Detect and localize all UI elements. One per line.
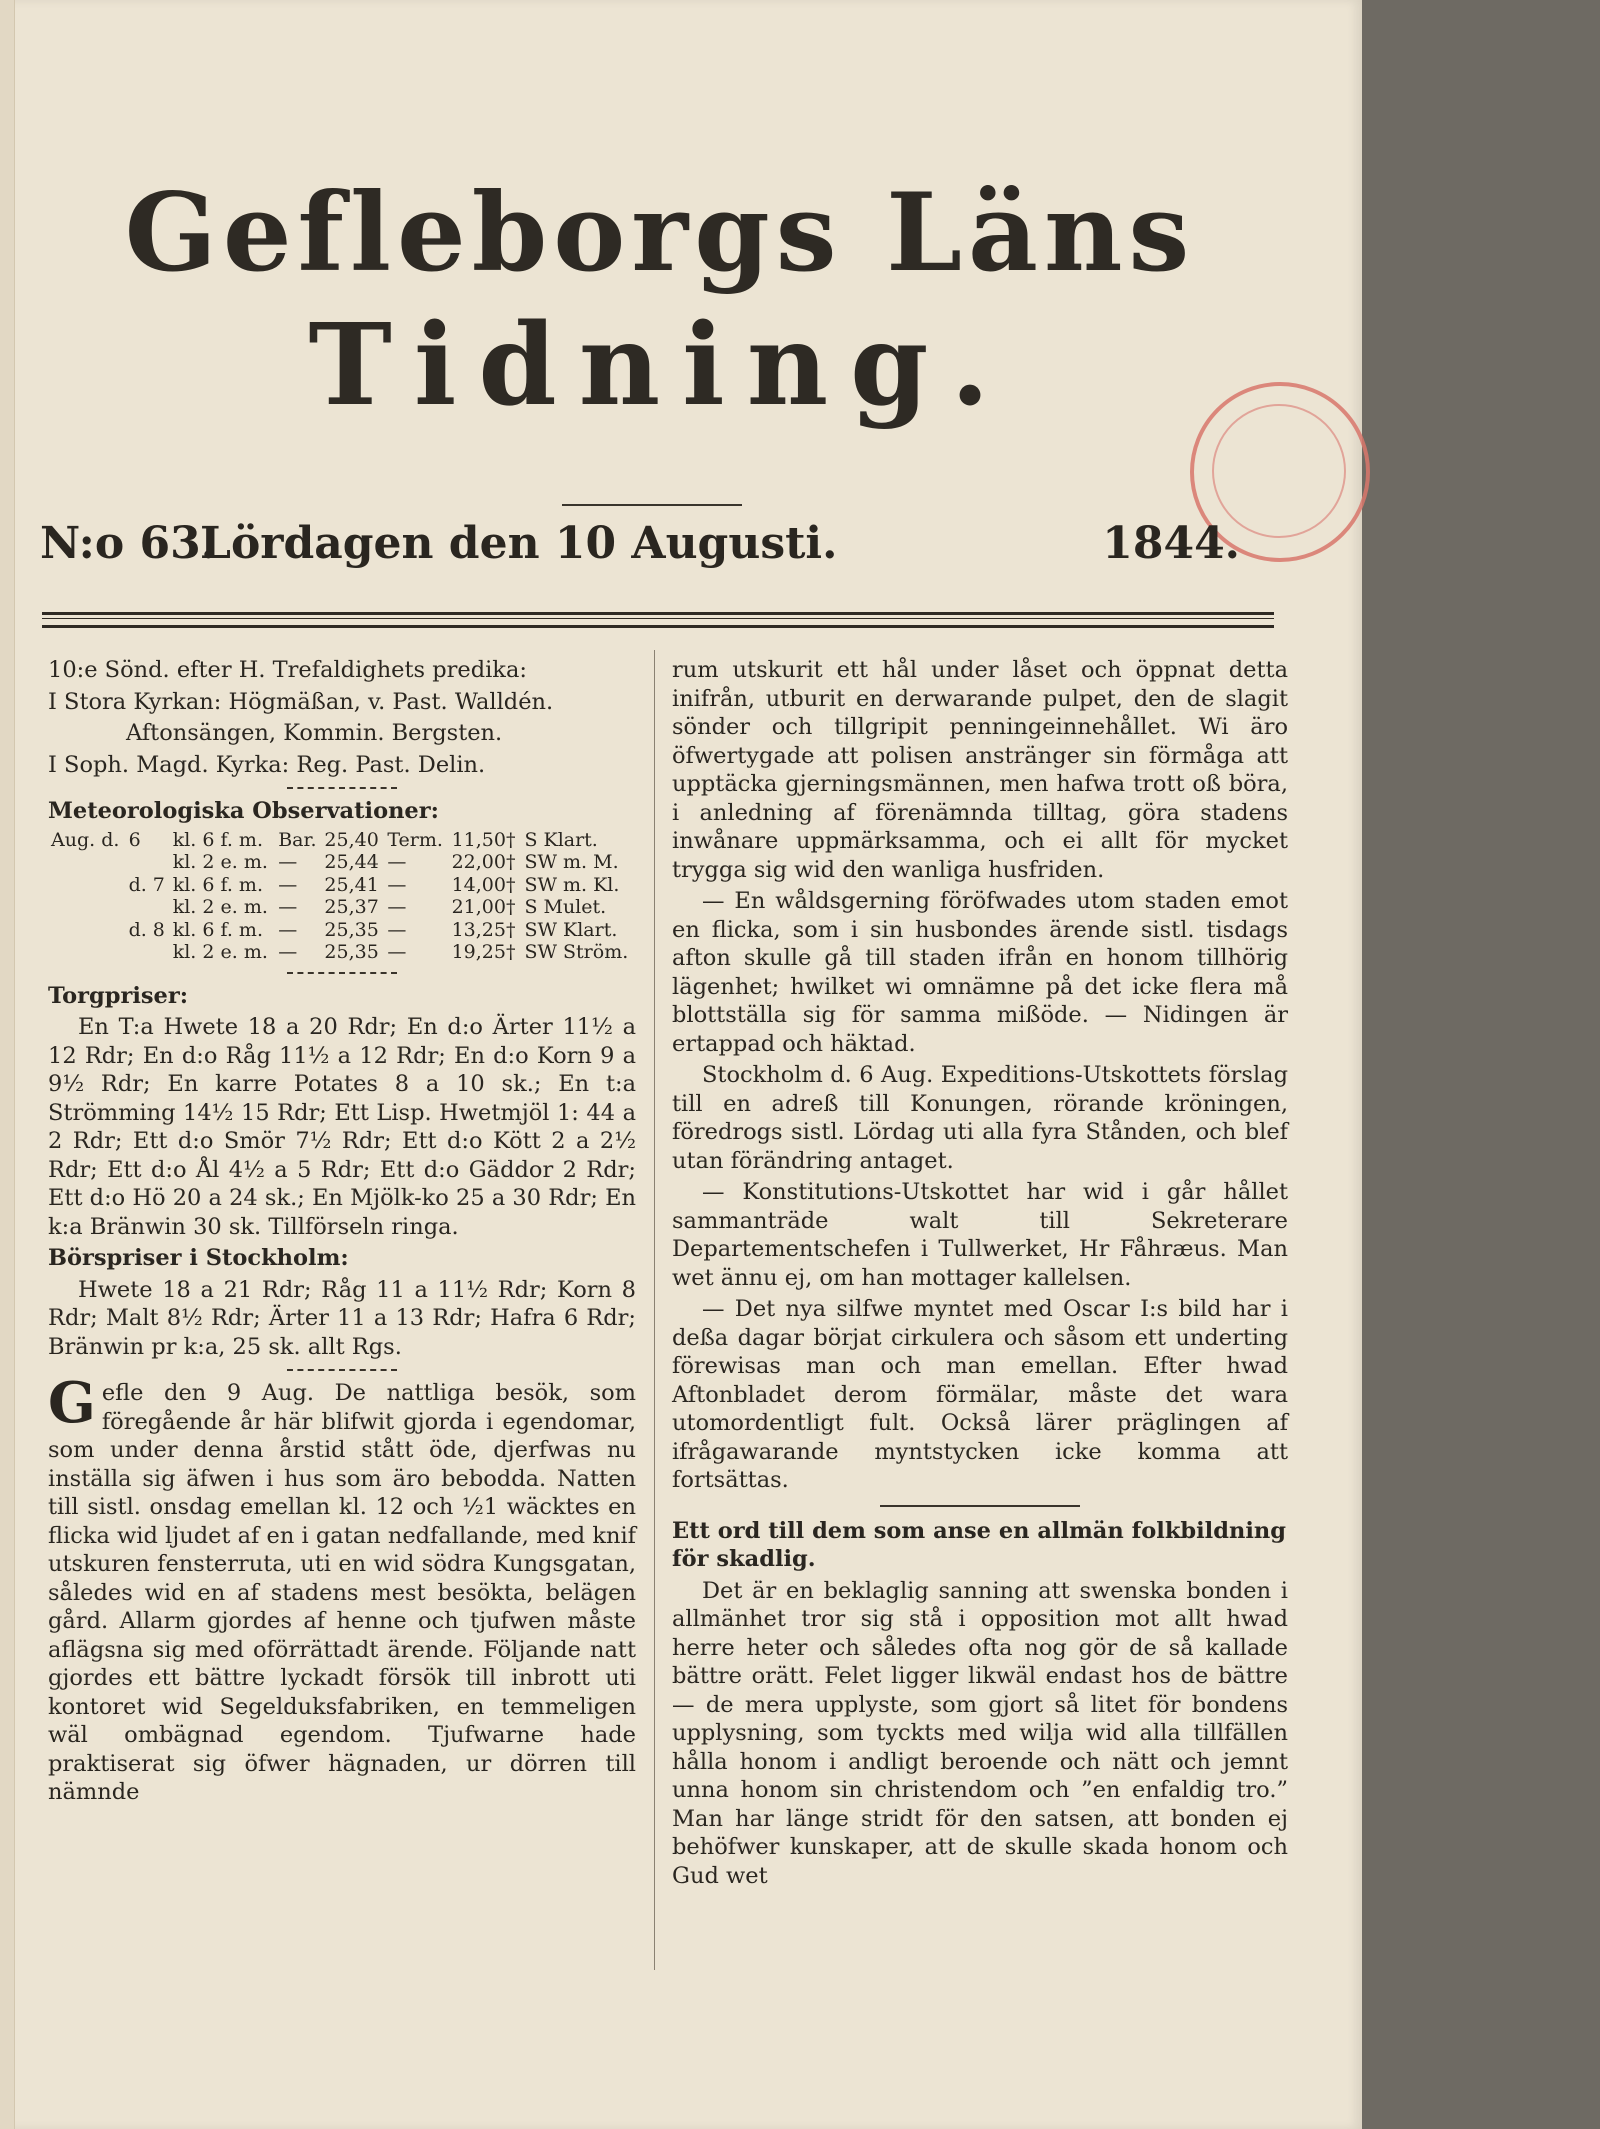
page-binding: [0, 0, 15, 2129]
table-cell: kl. 6 f. m.: [172, 873, 263, 896]
article-title: Ett ord till dem som anse en allmän folkbildning för skadlig.: [672, 1517, 1286, 1572]
table-cell: 25,41: [324, 873, 379, 896]
article-paragraph: — Konstitutions-Utskottet har wid i går hållet sammanträde walt till Sekreterare Departementschefen i Tullwerket, Hr Fåhræus. Man wet ännu ej, om han mottager kallelsen.: [672, 1179, 1288, 1291]
column-divider: [654, 650, 655, 1970]
sermon-line: I Soph. Magd. Kyrka: Reg. Past. Delin.: [48, 751, 486, 778]
table-cell: kl. 2 e. m.: [172, 896, 268, 918]
table-cell: —: [387, 896, 407, 918]
meteorology-table: [48, 829, 636, 964]
masthead-line1: Gefleborgs Läns: [124, 170, 1196, 296]
table-cell: Bar.: [278, 828, 317, 851]
table-cell: [126, 896, 170, 919]
table-cell: 6: [128, 828, 141, 851]
table-cell: —: [387, 873, 407, 896]
sermon-line: Aftonsängen, Kommin. Bergsten.: [126, 720, 503, 746]
table-cell: d. 8: [128, 918, 165, 941]
table-cell: kl. 2 e. m.: [172, 941, 268, 963]
table-cell: —: [278, 896, 298, 918]
issue-number: N:o 63.: [40, 518, 217, 569]
table-cell: [126, 851, 170, 874]
drop-cap: G: [48, 1370, 96, 1436]
table-cell: 22,00†: [451, 851, 516, 873]
table-row: [48, 829, 636, 852]
table-cell: [48, 896, 126, 919]
table-row: [48, 874, 636, 897]
section-divider: [287, 787, 397, 789]
table-cell: kl. 6 f. m.: [172, 918, 263, 941]
table-cell: [48, 874, 126, 897]
masthead-line2: Tidning.: [308, 300, 1012, 431]
sermon-title: 10:e Sönd. efter H. Trefaldighets predika:: [48, 657, 527, 683]
article-paragraph: Det är en beklaglig sanning att swenska bonden i allmänhet tror sig stå i opposition mot allt hwad herre heter och således ofta nog gör de så kallade bättre orätt. Felet ligger likwäl endast hos de bättre — de mera upplyste, som gjort så litet för bondens upplysning, som tyckts med wilja wid alla tillfällen hålla honom i andligt beroende och nätt och jemnt unna honom sin christendom och ”en enfaldig tro.” Man har länge stridt för den satsen, att bonden ej behöfwer kunskaper, att de skulle skada honom och Gud wet: [672, 1577, 1288, 1889]
right-column: [672, 656, 1288, 1893]
issue-year: 1844.: [1102, 518, 1240, 569]
table-cell: 13,25†: [451, 918, 516, 941]
table-cell: kl. 6 f. m.: [172, 828, 263, 851]
table-cell: [48, 851, 126, 874]
header-rule: [42, 612, 1274, 628]
article-paragraph: Stockholm d. 6 Aug. Expeditions-Utskottets förslag till en adreß till Konungen, rörande kröningen, föredrogs sistl. Lördag uti alla fyra Stånden, och blef utan förändring antaget.: [672, 1062, 1288, 1174]
borspriser-title: Börspriser i Stockholm:: [48, 1245, 349, 1271]
torgpriser-title: Torgpriser:: [48, 982, 189, 1009]
table-cell: 25,44: [324, 851, 379, 873]
table-cell: d. 7: [128, 873, 165, 896]
table-cell: —: [278, 873, 298, 896]
table-cell: 19,25†: [451, 941, 516, 963]
table-cell: S Klart.: [524, 828, 598, 851]
table-cell: —: [387, 941, 407, 963]
left-column: [48, 656, 636, 1810]
gefle-article-text: efle den 9 Aug. De nattliga besök, som föregående år här blifwit gjorda i egendomar, som under denna årstid stått öde, djerfwas nu inställa sig äfwen i hus som äro bebodda. Natten till sistl. onsdag emellan kl. 12 och ½1 wäcktes en flicka wid ljudet af en i gatan nedfallande, med knif utskuren fensterruta, uti en wid södra Kungsgatan, således wid en af stadens mest besökta, belägen gård. Allarm gjordes af henne och tjufwen måste aflägsna sig med oförrättadt ärende. Följande natt gjordes ett bättre lyckadt försök till inbrott uti kontoret wid Segelduksfabriken, en temmeligen wäl ombägnad egendom. Tjufwarne hade praktiserat sig öfwer hägnaden, ur dörren till nämnde: [48, 1380, 636, 1805]
table-cell: 21,00†: [451, 896, 516, 918]
table-cell: —: [278, 851, 298, 873]
dateline: [40, 518, 1300, 578]
table-cell: —: [278, 941, 298, 963]
meteorology-title: Meteorologiska Observationer:: [48, 798, 439, 824]
section-divider: [287, 1369, 397, 1371]
issue-date: Lördagen den 10 Augusti.: [200, 518, 838, 569]
table-cell: —: [387, 918, 407, 941]
section-divider: [880, 1505, 1080, 1507]
sermon-line: I Stora Kyrkan: Högmäßan, v. Past. Walldén.: [48, 688, 554, 715]
table-cell: 11,50†: [451, 828, 516, 851]
table-cell: 14,00†: [451, 873, 516, 896]
table-cell: —: [387, 851, 407, 873]
torgpriser-text: En T:a Hwete 18 a 20 Rdr; En d:o Ärter 11½ a 12 Rdr; En d:o Råg 11½ a 12 Rdr; En d:o Korn 9 a 9½ Rdr; En karre Potates 8 a 10 sk.; En t:a Strömming 14½ 15 Rdr; Ett Lisp. Hwetmjöl 1: 44 a 2 Rdr; Ett d:o Smör 7½ Rdr; Ett d:o Kött 2 a 2½ Rdr; Ett d:o Ål 4½ a 5 Rdr; Ett d:o Gäddor 2 Rdr; Ett d:o Hö 20 a 24 sk.; En Mjölk-ko 25 a 30 Rdr; En k:a Bränwin 30 sk. Tillförseln ringa.: [48, 1014, 636, 1240]
table-row: [48, 919, 636, 942]
table-cell: 25,35: [324, 918, 379, 941]
article-paragraph: — En wåldsgerning föröfwades utom staden emot en flicka, som i sin husbondes ärende sistl. tisdags afton skulle gå till staden ifrån en honom tillhörig lägenhet; hwilket wi omnämne på det icke flera må blottställa sig för samma mißöde. — Nidingen är ertappad och häktad.: [672, 888, 1288, 1057]
gefle-article: [48, 1370, 636, 1807]
table-cell: [48, 941, 126, 964]
table-cell: —: [278, 918, 298, 941]
table-cell: Aug. d.: [51, 828, 120, 851]
table-cell: [48, 919, 126, 942]
section-divider: [287, 972, 397, 974]
table-cell: SW Klart.: [524, 918, 618, 941]
table-cell: 25,40: [324, 828, 379, 851]
table-cell: kl. 2 e. m.: [172, 851, 268, 873]
table-cell: SW m. Kl.: [524, 873, 620, 896]
article-paragraph: — Det nya silfwe myntet med Oscar I:s bild har i deßa dagar börjat cirkulera och såsom ett underting förewisas man och man emellan. Efter hwad Aftonbladet derom förmälar, måste det wara utomordentligt fult. Också lärer präglingen af ifrågawarande myntstycken icke komma att fortsättas.: [672, 1296, 1288, 1493]
table-row: [48, 851, 636, 874]
table-cell: S Mulet.: [524, 896, 607, 918]
table-cell: 25,37: [324, 896, 379, 918]
table-row: [48, 941, 636, 964]
article-paragraph: rum utskurit ett hål under låset och öppnat detta inifrån, utburit en derwarande pulpet, den de slagit sönder och tillgripit penningeinnehållet. Wi äro öfwertygade att polisen anstränger sin förmåga att upptäcka gjerningsmännen, men hafwa trott oß böra, i anledning af förenämnda tilltag, göra stadens inwånare uppmärksamma, och ei allt för mycket trygga sig wid den wanliga husfriden.: [672, 657, 1288, 883]
table-cell: Term.: [387, 828, 443, 851]
table-row: [48, 896, 636, 919]
masthead-rule: [562, 504, 742, 506]
borspriser-text: Hwete 18 a 21 Rdr; Råg 11 a 11½ Rdr; Korn 8 Rdr; Malt 8½ Rdr; Ärter 11 a 13 Rdr; Hafra 6 Rdr; Bränwin pr k:a, 25 sk. allt Rgs.: [48, 1276, 636, 1360]
table-cell: SW Ström.: [524, 941, 629, 963]
table-cell: [126, 941, 170, 964]
table-cell: SW m. M.: [524, 851, 619, 873]
table-cell: 25,35: [324, 941, 379, 963]
